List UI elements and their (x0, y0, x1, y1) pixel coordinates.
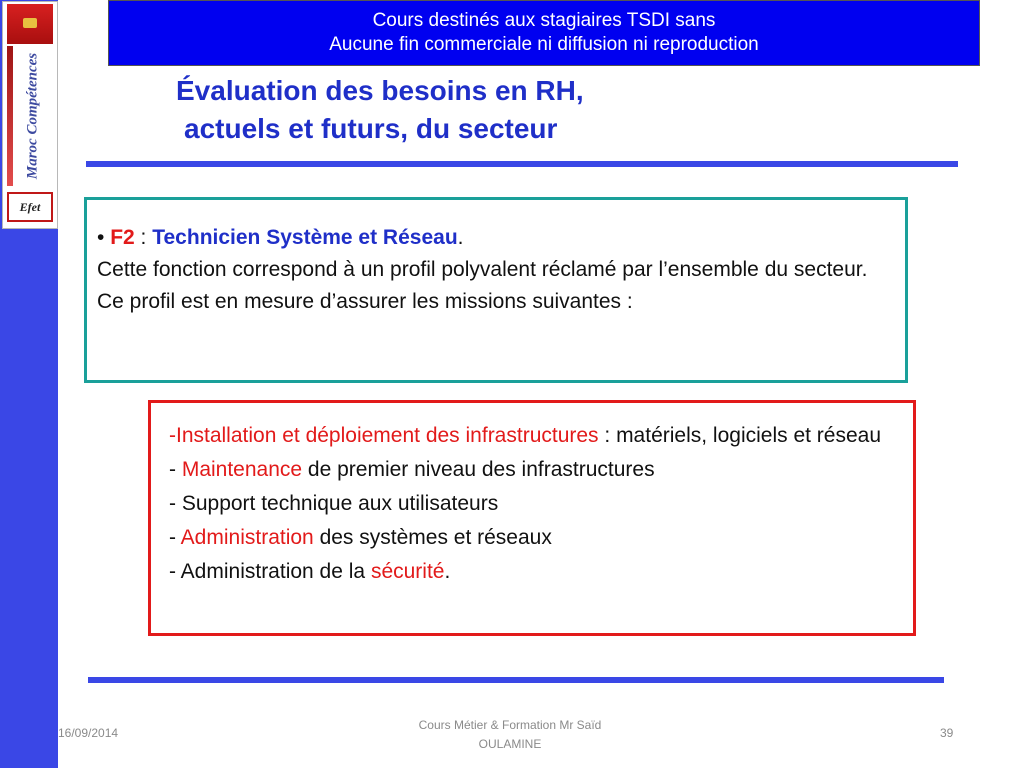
missions-box (148, 400, 916, 636)
slide-title-line-2: actuels et futurs, du secteur (184, 113, 558, 144)
mission-item: - Support technique aux utilisateurs (169, 492, 499, 515)
mission-1-keyword: -Installation et déploiement des infrastructures (169, 424, 599, 447)
mission-4-keyword: Administration (180, 526, 314, 549)
banner-line-1: Cours destinés aux stagiaires TSDI sans (372, 10, 716, 31)
function-description-box (84, 197, 908, 383)
crown-icon (23, 18, 37, 28)
mission-2-rest: de premier niveau des infrastructures (302, 458, 655, 481)
mission-1-rest: : matériels, logiciels et réseau (598, 424, 882, 447)
function-role: Technicien Système et Réseau (152, 226, 458, 249)
function-text: Cette fonction correspond à un profil polyvalent réclamé par l’ensemble du secteur. Ce profil est en mesure d’assurer les missions suivantes : (97, 258, 868, 313)
mission-item: - Administration de la sécurité. (169, 560, 451, 583)
page-number: 39 (940, 726, 954, 740)
disclaimer-banner (108, 0, 980, 66)
mission-4-rest: des systèmes et réseaux (313, 526, 552, 549)
function-heading (97, 222, 895, 254)
slide-title (176, 72, 736, 148)
slide-title-line-1: Évaluation des besoins en RH, (176, 75, 584, 106)
efet-logo: Efet (7, 192, 53, 222)
logo-brand-text: Maroc Compétences (24, 52, 41, 180)
mission-5-keyword: sécurité (370, 560, 445, 583)
bullet: • (97, 226, 105, 249)
maroc-competences-logo (2, 1, 58, 229)
function-role-end: . (457, 226, 464, 249)
mission-2-keyword: Maintenance (181, 458, 303, 481)
footer-author: Cours Métier & Formation Mr Saïd OULAMINE (418, 718, 602, 751)
footer-date: 16/09/2014 (58, 726, 119, 740)
banner-line-2: Aucune fin commerciale ni diffusion ni reproduction (329, 34, 759, 55)
top-divider (86, 161, 958, 167)
mission-item (169, 419, 903, 453)
function-code: F2 (110, 226, 135, 249)
function-separator: : (134, 226, 153, 249)
mission-item: - Maintenance de premier niveau des infrastructures (169, 458, 655, 481)
logo-brand-strip (7, 46, 53, 186)
bottom-divider (88, 677, 944, 683)
mission-item: - Administration des systèmes et réseaux (169, 526, 552, 549)
logo-emblem-block (7, 4, 53, 44)
